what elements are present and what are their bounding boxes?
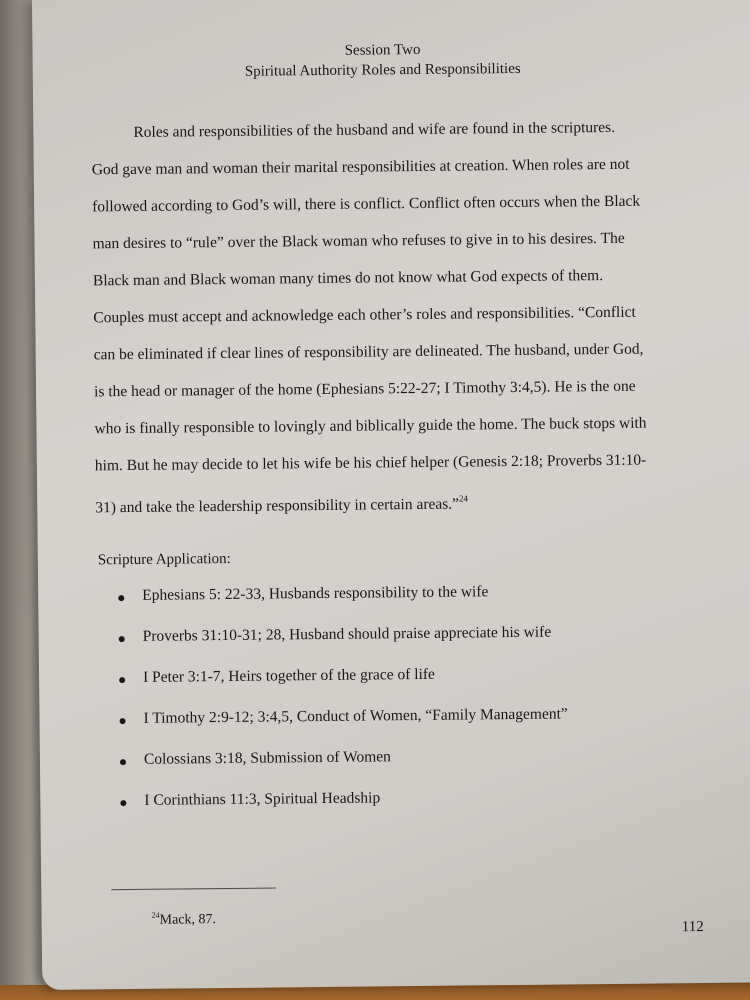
list-item-text: Ephesians 5: 22-33, Husbands responsibility to the wife — [142, 583, 489, 604]
bullet-icon — [119, 636, 125, 642]
paragraph-line: God gave man and woman their marital responsibilities at creation. When roles are not — [91, 155, 630, 179]
paragraph-line: him. But he may decide to let his wife be his chief helper (Genesis 2:18; Proverbs 31:10- — [94, 451, 647, 475]
list-item — [120, 745, 680, 792]
book-page — [32, 0, 750, 990]
list-item — [119, 704, 679, 751]
bullet-icon — [119, 677, 125, 683]
list-item — [120, 786, 680, 833]
list-item — [118, 581, 678, 628]
paragraph-line-last — [95, 478, 697, 526]
paragraph-line: can be eliminated if clear lines of responsibility are delineated. The husband, under God, — [93, 340, 644, 364]
page-title: Session Two — [344, 41, 421, 59]
page-number: 112 — [681, 919, 704, 936]
bullet-icon — [118, 595, 124, 601]
bullet-icon — [120, 759, 126, 765]
list-item-text: I Peter 3:1-7, Heirs together of the grace of life — [143, 665, 435, 686]
paragraph-line: Black man and Black woman many times do not know what God expects of them. — [92, 267, 604, 290]
list-item-text: Proverbs 31:10-31; 28, Husband should praise appreciate his wife — [142, 623, 552, 645]
paragraph-line: is the head or manager of the home (Ephesians 5:22-27; I Timothy 3:4,5). He is the one — [94, 377, 636, 401]
footnote-reference: 24 — [458, 493, 468, 504]
paragraph-line: who is finally responsible to lovingly and biblically guide the home. The buck stops with — [94, 414, 647, 438]
list-item — [119, 622, 679, 669]
paragraph-line: man desires to “rule” over the Black woman who refuses to give in to his desires. The — [92, 229, 625, 253]
bullet-icon — [120, 718, 126, 724]
bullet-icon — [120, 800, 126, 806]
paragraph-line: Roles and responsibilities of the husband and wife are found in the scriptures. — [133, 118, 616, 141]
footnote-divider — [111, 887, 276, 890]
paragraph-line: Couples must accept and acknowledge each other’s roles and responsibilities. “Conflict — [93, 303, 636, 327]
footnote — [152, 910, 217, 929]
body-paragraph — [91, 108, 697, 526]
scripture-application-label: Scripture Application: — [97, 550, 231, 569]
list-item-text: I Timothy 2:9-12; 3:4,5, Conduct of Women, “Family Management” — [143, 705, 568, 727]
paragraph-line-text: 31) and take the leadership responsibility in certain areas.” — [95, 495, 460, 517]
list-item-text: Colossians 3:18, Submission of Women — [143, 748, 391, 768]
list-item — [119, 663, 679, 710]
footnote-text: Mack, 87. — [159, 912, 217, 928]
list-item-text: I Corinthians 11:3, Spiritual Headship — [144, 789, 381, 809]
page-subtitle: Spiritual Authority Roles and Responsibilities — [244, 60, 521, 80]
paragraph-line: followed according to God’s will, there is conflict. Conflict often occurs when the Black — [92, 192, 641, 216]
scripture-list — [118, 581, 681, 833]
footnote-number: 24 — [151, 910, 160, 920]
